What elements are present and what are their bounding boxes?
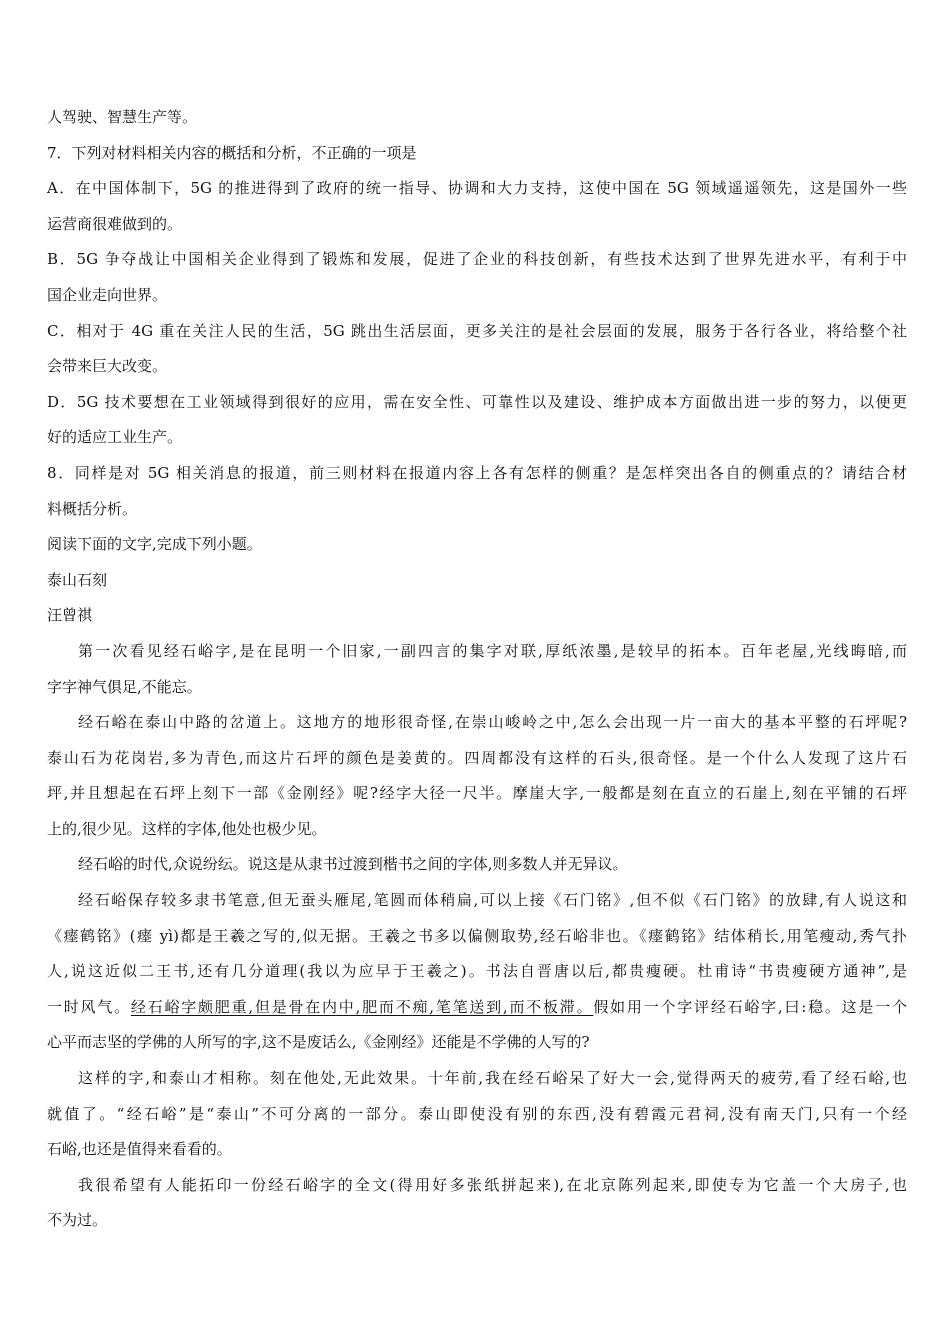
paragraph-2-line-2: 泰山石为花岗岩,多为青色,而这片石坪的颜色是姜黄的。四周都没有这样的石头,很奇怪。是一个什么人发现了这片石 xyxy=(47,748,907,767)
document-page xyxy=(47,100,907,1239)
paragraph-1-line-2: 字字神气俱足,不能忘。 xyxy=(47,677,202,696)
paragraph-6-line-1: 我很希望有人能拓印一份经石峪字的全文(得用好多张纸拼起来),在北京陈列起来,即使专为它盖一个大房子,也 xyxy=(78,1175,907,1194)
option-b-line-1: B．5G 争夺战让中国相关企业得到了锻炼和发展，促进了企业的科技创新，有些技术达到了世界先进水平，有利于中 xyxy=(47,250,907,269)
reading-instruction: 阅读下面的文字,完成下列小题。 xyxy=(47,535,262,554)
question-8-line-1: 8．同样是对 5G 相关消息的报道，前三则材料在报道内容上各有怎样的侧重？是怎样突出各自的侧重点的？请结合材 xyxy=(47,463,907,482)
paragraph-5-line-2: 就值了。“经石峪”是“泰山”不可分离的一部分。泰山即使没有别的东西,没有碧霞元君祠,没有南天门,只有一个经 xyxy=(47,1104,907,1123)
continued-text-line: 人驾驶、智慧生产等。 xyxy=(47,108,198,126)
paragraph-5-line-3: 石峪,也还是值得来看看的。 xyxy=(47,1140,232,1159)
option-c-line-2: 会带来巨大改变。 xyxy=(47,357,168,376)
paragraph-4-line-2: 《瘗鹤铭》(瘗 yì)都是王羲之写的,似无据。王羲之书多以偏侧取势,经石峪非也。《瘗鹤铭》结体稍长,用笔瘦动,秀气扑 xyxy=(47,926,907,945)
paragraph-4-line-1: 经石峪保存较多隶书笔意,但无蚕头雁尾,笔圆而体稍扁,可以上接《石门铭》,但不似《石门铭》的放肆,有人说这和 xyxy=(78,891,907,910)
paragraph-4-line-4-end: 假如用一个字评经石峪字,曰:稳。这是一个 xyxy=(593,997,907,1016)
paragraph-2-line-3: 坪,并且想起在石坪上刻下一部《金刚经》呢?经字大径一尺半。摩崖大字,一般都是刻在直立的石崖上,刻在平铺的石坪 xyxy=(47,784,907,803)
question-7-stem: 7．下列对材料相关内容的概括和分析，不正确的一项是 xyxy=(47,143,417,162)
option-a-line-1: A．在中国体制下，5G 的推进得到了政府的统一指导、协调和大力支持，这使中国在 5G 领域遥遥领先，这是国外一些 xyxy=(47,179,907,198)
paragraph-3-line-1: 经石峪的时代,众说纷纭。说这是从隶书过渡到楷书之间的字体,则多数人并无异议。 xyxy=(78,855,628,874)
option-b-line-2: 国企业走向世界。 xyxy=(47,285,168,304)
paragraph-2-line-4: 上的,很少见。这样的字体,他处也极少见。 xyxy=(47,819,327,838)
paragraph-2-line-1: 经石峪在泰山中路的岔道上。这地方的地形很奇怪,在崇山峻岭之中,怎么会出现一片一亩大的基本平整的石坪呢? xyxy=(78,713,907,732)
paragraph-1-line-1: 第一次看见经石峪字,是在昆明一个旧家,一副四言的集字对联,厚纸浓墨,是较早的拓本。百年老屋,光线晦暗,而 xyxy=(78,641,907,660)
underlined-sentence: 经石峪字颇肥重,但是骨在内中,肥而不痴,笔笔送到,而不板滞。 xyxy=(130,997,594,1016)
question-8-line-2: 料概括分析。 xyxy=(47,499,138,518)
option-c-line-1: C．相对于 4G 重在关注人民的生活，5G 跳出生活层面，更多关注的是社会层面的发展，服务于各行各业，将给整个社 xyxy=(47,321,907,340)
option-d-line-1: D．5G 技术要想在工业领域得到很好的应用，需在安全性、可靠性以及建设、维护成本方面做出进一步的努力，以便更 xyxy=(47,392,907,411)
paragraph-4-line-3: 人,说这近似二王书,还有几分道理(我以为应早于王羲之)。书法自晋唐以后,都贵瘦硬。杜甫诗“书贵瘦硬方通神”,是 xyxy=(47,962,907,981)
paragraph-4-line-4-start: 一时风气。 xyxy=(47,997,131,1016)
paragraph-6-line-2: 不为过。 xyxy=(47,1211,108,1230)
paragraph-5-line-1: 这样的字,和泰山才相称。刻在他处,无此效果。十年前,我在经石峪呆了好大一会,觉得两天的疲劳,看了经石峪,也 xyxy=(78,1069,907,1088)
paragraph-4-line-5: 心平而志坚的学佛的人所写的字,这不是废话么,《金刚经》还能是不学佛的人写的? xyxy=(47,1033,590,1052)
article-author: 汪曾祺 xyxy=(47,606,93,625)
paragraph-4-line-4 xyxy=(47,990,907,1026)
article-title: 泰山石刻 xyxy=(47,570,108,589)
option-d-line-2: 好的适应工业生产。 xyxy=(47,428,183,447)
option-a-line-2: 运营商很难做到的。 xyxy=(47,214,183,233)
